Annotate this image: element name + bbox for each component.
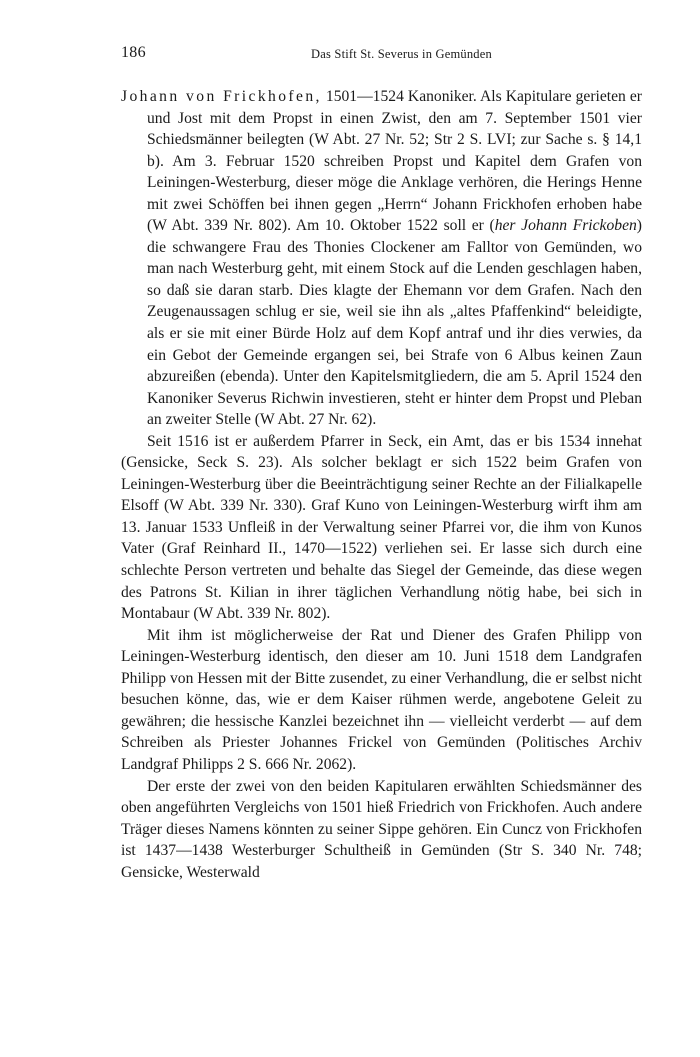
paragraph-schiedsmaenner: Der erste der zwei von den beiden Kapitularen erwählten Schiedsmänner des oben angeführten Vergleichs von 1501 hieß Friedrich von Frickhofen. Auch andere Träger dieses Namens könnten zu seiner Sippe gehören. Ein Cuncz von Frickhofen ist 1437—1438 Westerburger Schultheiß in Gemünden (Str S. 340 Nr. 748; Gensicke, Westerwald xyxy=(121,777,642,881)
paragraph-rat-und-diener: Mit ihm ist möglicherweise der Rat und Diener des Grafen Philipp von Leiningen-Westerburg identisch, den dieser am 10. Juni 1518 dem Landgrafen Philipp von Hessen mit der Bitte zusendet, zu einer Verhandlung, die er selbst nicht besuchen könne, das, wie er dem Kaiser rühmen werde, angebotene Geleit zu gewähren; die hessische Kanzlei bezeichnet ihn — vielleicht verderbt — auf dem Schreiben als Priester Johannes Frickel von Gemünden (Politisches Archiv Landgraf Philipps 2 S. 666 Nr. 2062). xyxy=(121,626,642,773)
page-header xyxy=(121,44,642,68)
entry-paragraph xyxy=(121,86,642,431)
page-number: 186 xyxy=(121,44,146,61)
entry-name: Johann von Frickhofen, xyxy=(121,88,322,105)
entry-text-part-2: ) die schwangere Frau des Thonies Clockener am Falltor von Gemünden, wo man nach Westerburg geht, mit einem Stock auf die Lenden geschlagen haben, so daß sie daran starb. Dies klagte der Ehemann vor dem Grafen. Nach den Zeugenaussagen schlug er sie, weil sie ihn als „altes Pfaffenkind“ beleidigte, als er sie mit einer Bürde Holz auf dem Kopf antraf und ihr dies verwies, da ein Gebot der Gemeinde ergangen sei, bei Strafe von 6 Albus keinen Zaun abzureißen (ebenda). Unter den Kapitelsmitgliedern, die am 5. April 1524 den Kanoniker Severus Richwin investieren, steht er hinter dem Propst und Pleban an zweiter Stelle (W Abt. 27 Nr. 62). xyxy=(147,217,642,429)
paragraph-pfarrer-seck: Seit 1516 ist er außerdem Pfarrer in Seck, ein Amt, das er bis 1534 innehat (Gensicke, Seck S. 23). Als solcher beklagt er sich 1522 beim Grafen von Leiningen-Westerburg über die Beeinträchtigung seiner Rechte an der Filialkapelle Elsoff (W Abt. 339 Nr. 330). Graf Kuno von Leiningen-Westerburg wirft ihm am 13. Januar 1533 Unfleiß in der Verwaltung seiner Pfarrei vor, die ihm von Kunos Vater (Graf Reinhard II., 1470—1522) verliehen sei. Er lasse sich durch eine schlechte Person vertreten und behalte das Siegel der Gemeinde, das diese wegen des Patrons St. Kilian in ihrer täglichen Verhandlung nötig habe, bei sich in Montabaur (W Abt. 339 Nr. 802). xyxy=(121,432,642,623)
entry-quoted-name: her Johann Frickoben xyxy=(494,217,637,235)
running-title: Das Stift St. Severus in Gemünden xyxy=(311,47,492,61)
body-text xyxy=(121,86,642,883)
entry-text-part-1: 1501—1524 Kanoniker. Als Kapitulare gerieten er und Jost mit dem Propst in einen Zwist, den am 7. September 1501 vier Schiedsmänner beilegten (W Abt. 27 Nr. 52; Str 2 S. LVI; zur Sache s. § 14,1 b). Am 3. Februar 1520 schreiben Propst und Kapitel dem Grafen von Leiningen-Westerburg, dieser möge die Anklage verhören, die Herings Henne mit zwei Schöffen bei ihnen gegen „Herrn“ Johann Frickhofen erhoben habe (W Abt. 339 Nr. 802). Am 10. Oktober 1522 soll er ( xyxy=(147,88,643,235)
